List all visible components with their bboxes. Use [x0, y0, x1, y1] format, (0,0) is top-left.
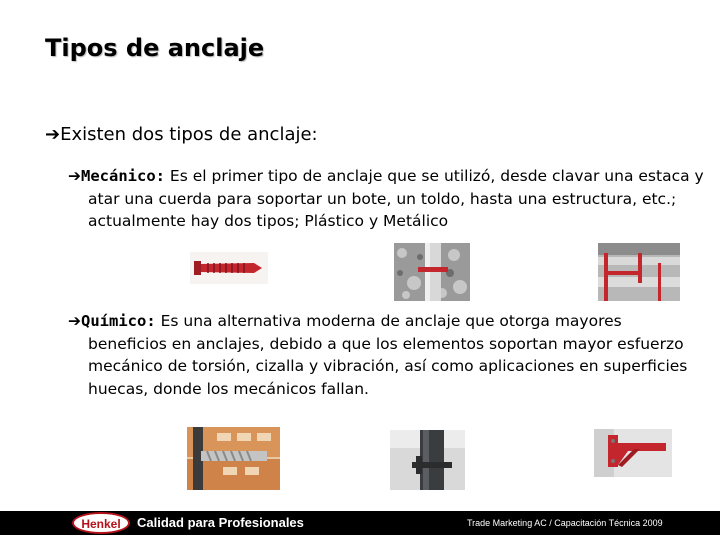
- quimico-paragraph: [68, 310, 688, 400]
- quimico-text: Es una alternativa moderna de anclaje que otorga mayores beneficios en anclajes, debido a que los elementos soportan mayor esfuerzo mecánico de torsión, cizalla y vibración, así como aplicaciones en superficies huecas, donde los mecánicos fallan.: [88, 312, 688, 398]
- slide-title: Tipos de anclaje: [45, 34, 265, 62]
- plastic-anchor-image: [190, 252, 268, 284]
- mecanico-term: Mecánico:: [81, 167, 165, 185]
- arrow-right-icon: ➔: [68, 312, 81, 330]
- metal-anchor-image: [394, 243, 470, 301]
- chemical-anchor-bracket-image: [594, 429, 672, 477]
- arrow-right-icon: ➔: [68, 167, 81, 185]
- hollow-brick-anchor-image: [187, 427, 280, 490]
- mecanico-text: Es el primer tipo de anclaje que se utilizó, desde clavar una estaca y atar una cuerda para soportar un bote, un toldo, hasta una estructura, etc.; actualmente hay dos tipos; Plástico y Metálico: [88, 167, 704, 230]
- footer-slogan: Calidad para Profesionales: [137, 515, 304, 530]
- chemical-anchor-column-image: [390, 430, 465, 490]
- arrow-right-icon: ➔: [45, 124, 61, 145]
- intro-bullet: [45, 124, 318, 145]
- henkel-logo: [72, 512, 130, 534]
- metal-anchor-installation-image: [598, 243, 680, 301]
- footer-credit: Trade Marketing AC / Capacitación Técnica 2009: [467, 518, 663, 528]
- mecanico-paragraph: [68, 165, 710, 233]
- quimico-term: Químico:: [81, 312, 156, 330]
- footer-bottom-strip: [0, 535, 720, 540]
- henkel-logo-text: Henkel: [81, 517, 121, 531]
- intro-text: Existen dos tipos de anclaje:: [60, 124, 318, 145]
